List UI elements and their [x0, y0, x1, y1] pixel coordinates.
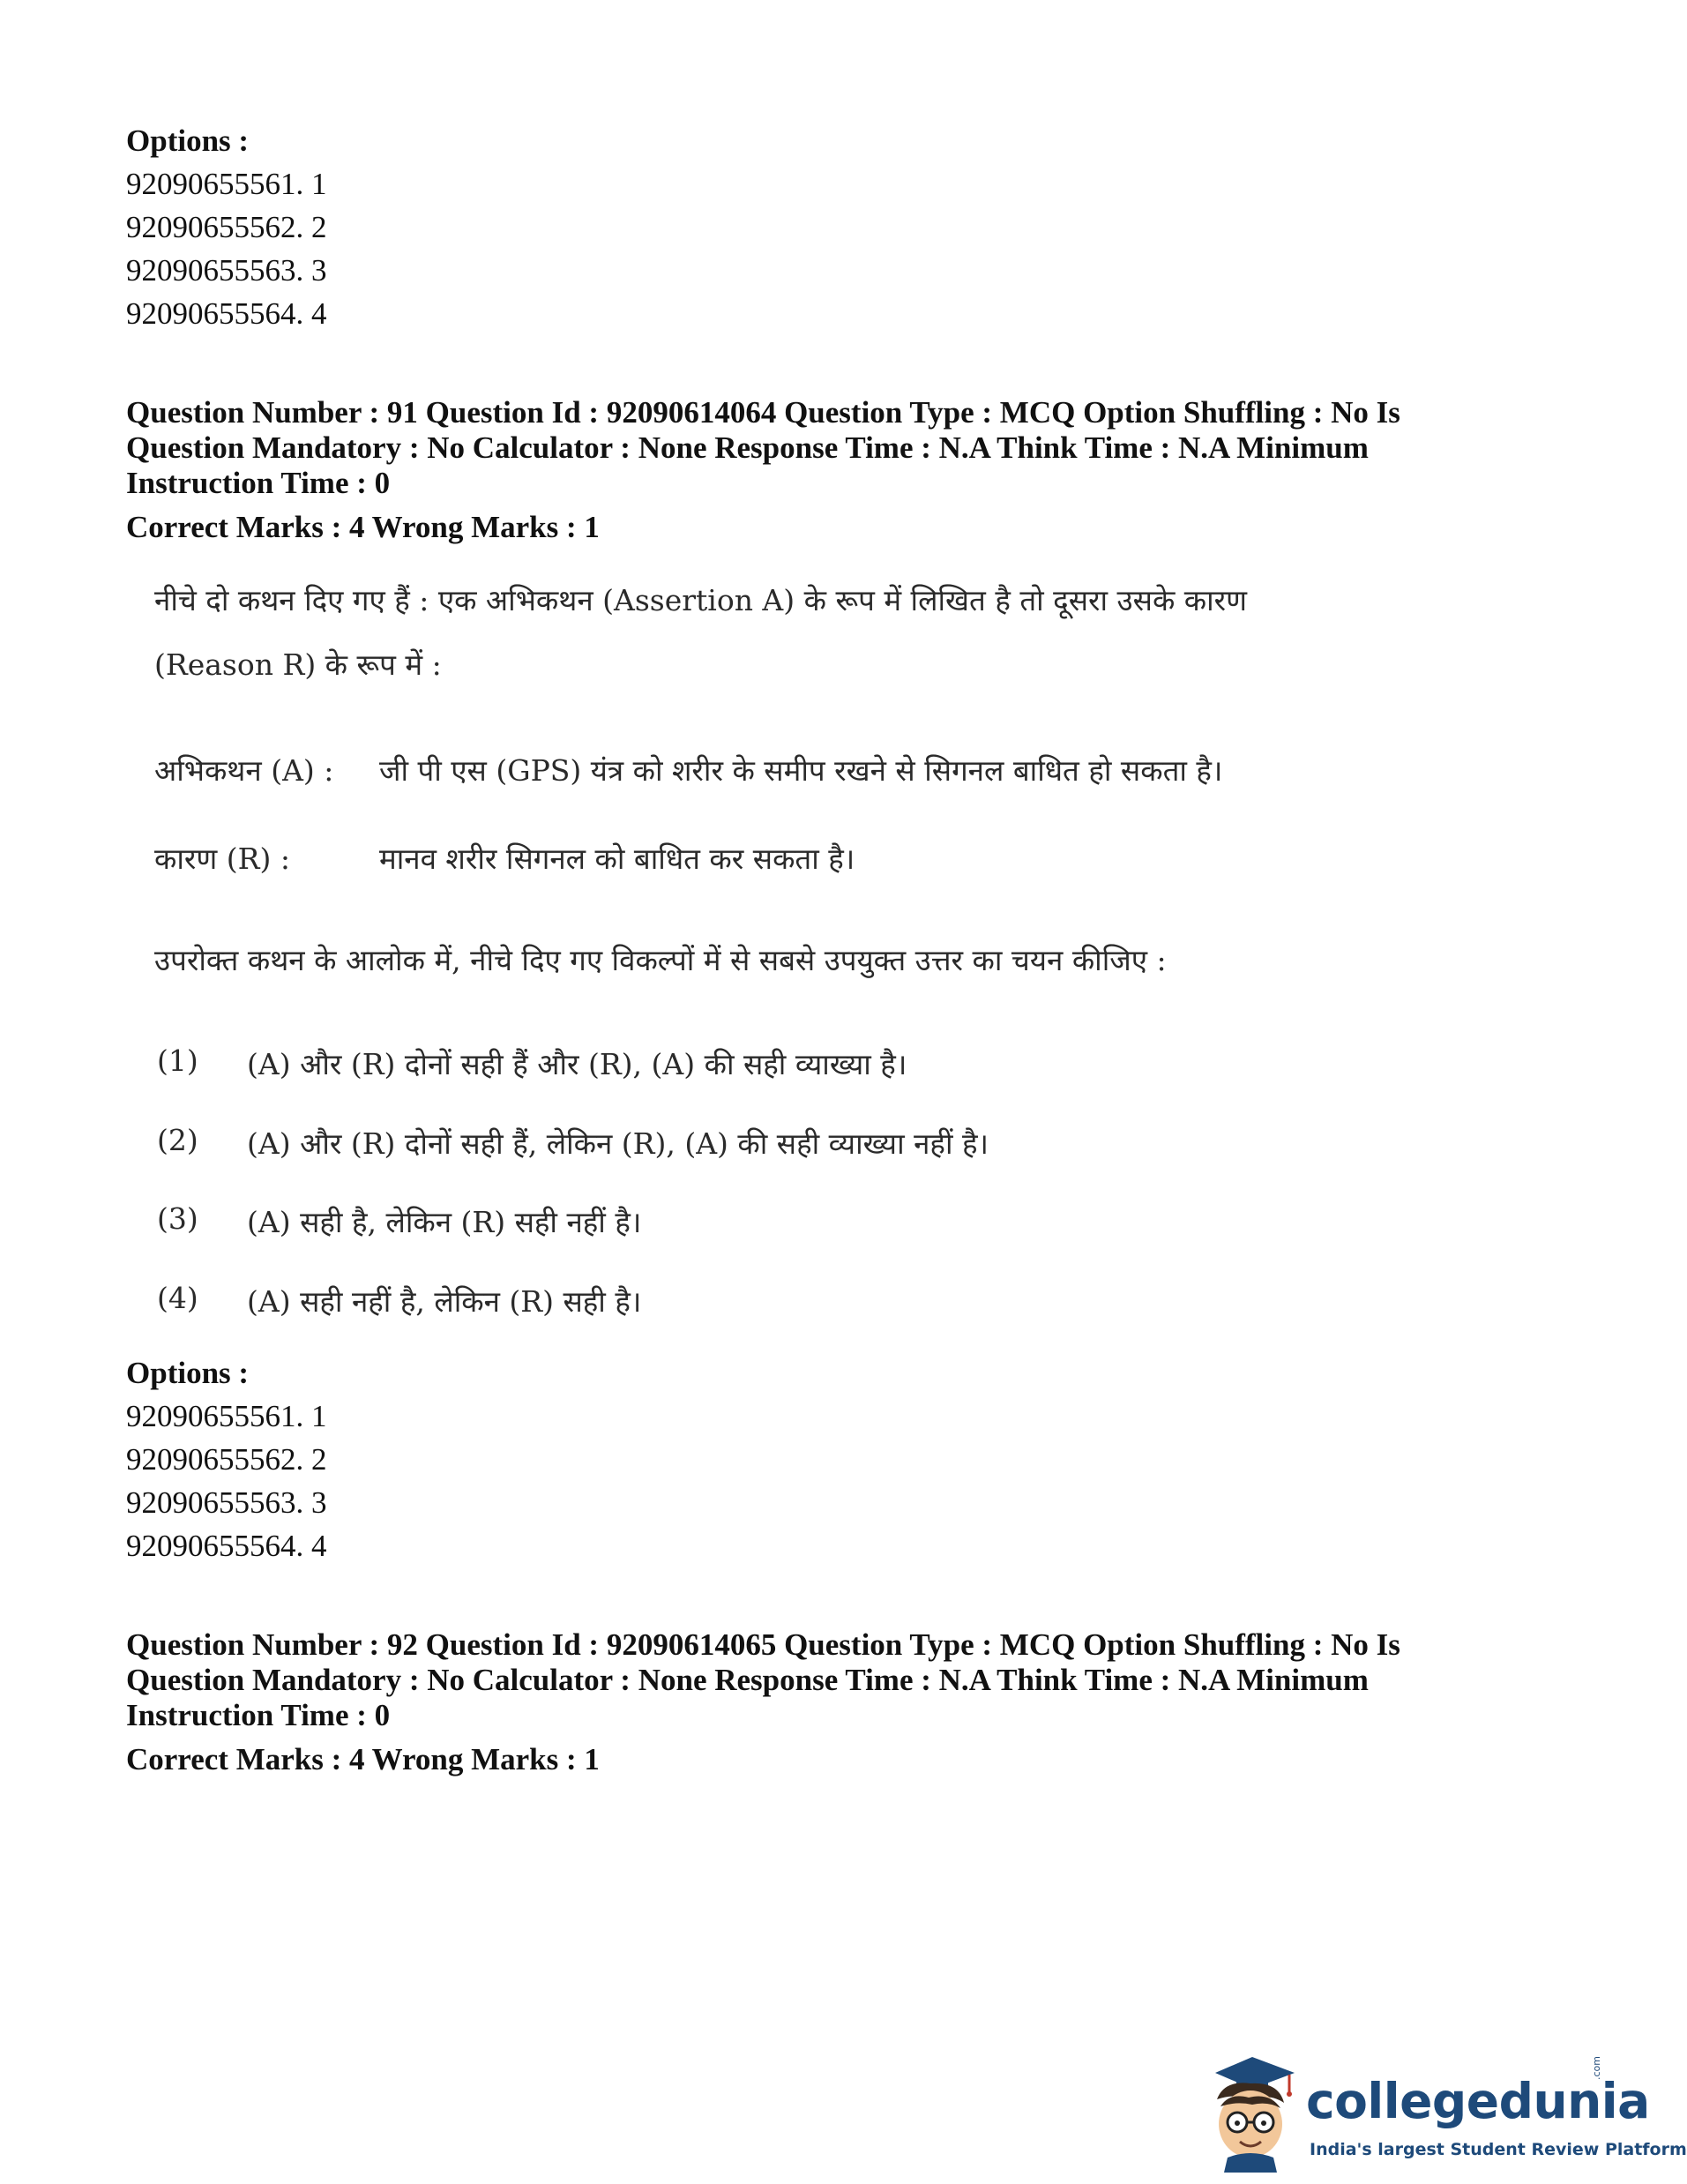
- prev-options-heading: Options :: [126, 123, 250, 158]
- q92-meta-line1: Question Number : 92 Question Id : 92090614065 Question Type : MCQ Option Shuffling : No Is: [126, 1627, 1400, 1662]
- logo-brand-text: collegedunia: [1306, 2073, 1650, 2129]
- q91-intro-line1: नीचे दो कथन दिए गए हैं : एक अभिकथन (Assertion A) के रूप में लिखित है तो दूसरा उसके कारण: [154, 583, 1248, 617]
- q92-meta-line2: Question Mandatory : No Calculator : None Response Time : N.A Think Time : N.A Minimum: [126, 1663, 1369, 1697]
- q91-option-1: 92090655561. 1: [126, 1399, 327, 1433]
- q91-choice-4-num: (4): [157, 1281, 198, 1315]
- q91-option-2: 92090655562. 2: [126, 1442, 327, 1477]
- q91-option-4: 92090655564. 4: [126, 1529, 327, 1563]
- collegedunia-logo[interactable]: [1198, 2053, 1687, 2173]
- q91-choice-3-text: (A) सही है, लेकिन (R) सही नहीं है।: [247, 1205, 642, 1239]
- q92-meta-line3: Instruction Time : 0: [126, 1698, 391, 1732]
- q91-instruction: उपरोक्त कथन के आलोक में, नीचे दिए गए विकल्पों में से सबसे उपयुक्त उत्तर का चयन कीजिए :: [154, 943, 1167, 977]
- q92-marks: Correct Marks : 4 Wrong Marks : 1: [126, 1742, 600, 1776]
- q91-intro-line2: (Reason R) के रूप में :: [154, 647, 442, 682]
- q91-assertion-text: जी पी एस (GPS) यंत्र को शरीर के समीप रखने से सिगनल बाधित हो सकता है।: [379, 753, 1223, 788]
- q91-meta-line2: Question Mandatory : No Calculator : None Response Time : N.A Think Time : N.A Minimum: [126, 430, 1369, 465]
- q91-choice-4-text: (A) सही नहीं है, लेकिन (R) सही है।: [247, 1284, 642, 1319]
- q91-marks: Correct Marks : 4 Wrong Marks : 1: [126, 510, 600, 544]
- q91-reason-label: कारण (R) :: [154, 841, 290, 876]
- q91-choice-1-num: (1): [157, 1043, 198, 1078]
- q91-choice-2-num: (2): [157, 1123, 198, 1157]
- logo-tagline: India's largest Student Review Platform: [1310, 2140, 1687, 2159]
- q91-assertion-label: अभिकथन (A) :: [154, 753, 334, 788]
- q91-options-heading: Options :: [126, 1356, 250, 1390]
- prev-option-2: 92090655562. 2: [126, 210, 327, 244]
- q91-meta-line1: Question Number : 91 Question Id : 92090614064 Question Type : MCQ Option Shuffling : No Is: [126, 395, 1400, 430]
- prev-option-4: 92090655564. 4: [126, 296, 327, 331]
- logo-com-text: .com: [1591, 2056, 1602, 2080]
- q91-choice-3-num: (3): [157, 1201, 198, 1236]
- prev-option-1: 92090655561. 1: [126, 167, 327, 201]
- mascot-icon: [1198, 2053, 1303, 2173]
- q91-choice-2-text: (A) और (R) दोनों सही हैं, लेकिन (R), (A) की सही व्याख्या नहीं है।: [247, 1126, 989, 1161]
- q91-reason-text: मानव शरीर सिगनल को बाधित कर सकता है।: [379, 841, 855, 876]
- q91-meta-line3: Instruction Time : 0: [126, 466, 391, 500]
- prev-option-3: 92090655563. 3: [126, 253, 327, 288]
- q91-choice-1-text: (A) और (R) दोनों सही हैं और (R), (A) की सही व्याख्या है।: [247, 1047, 907, 1081]
- q91-option-3: 92090655563. 3: [126, 1485, 327, 1520]
